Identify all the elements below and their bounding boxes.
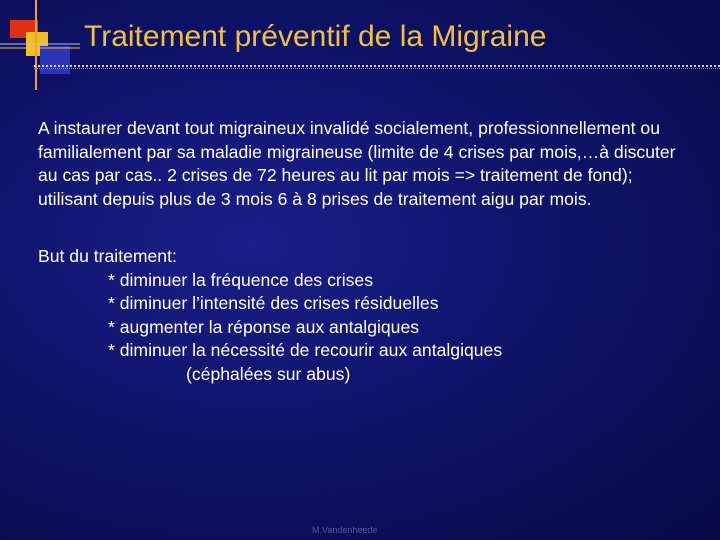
decorative-logo-icon <box>0 0 80 90</box>
slide-body <box>38 117 678 386</box>
goal-item: * diminuer la fréquence des crises <box>108 269 374 290</box>
goal-item: * diminuer l’intensité des crises résiduelles <box>108 293 439 313</box>
footer-author: M.Vandenheede <box>312 525 378 535</box>
paragraph-spacer <box>38 211 678 245</box>
intro-paragraph: A instaurer devant tout migraineux invalidé socialement, professionnellement ou familialement par sa maladie migraineuse (limite de 4 crises par mois,…à discuter au cas par cas.. 2 crises de 72 heures au lit par mois => traitement de fond); utilisant depuis plus de 3 mois 6 à 8 prises de traitement aigu par mois. <box>38 118 676 209</box>
goal-item-continuation: (céphalées sur abus) <box>186 363 351 384</box>
title-underline-secondary <box>34 68 720 69</box>
goal-item: * diminuer la nécessité de recourir aux antalgiques <box>108 340 503 360</box>
title-underline <box>34 65 720 67</box>
goal-item: * augmenter la réponse aux antalgiques <box>108 316 420 337</box>
goals-heading: But du traitement: <box>38 246 177 266</box>
slide-title: Traitement préventif de la Migraine <box>84 20 547 53</box>
